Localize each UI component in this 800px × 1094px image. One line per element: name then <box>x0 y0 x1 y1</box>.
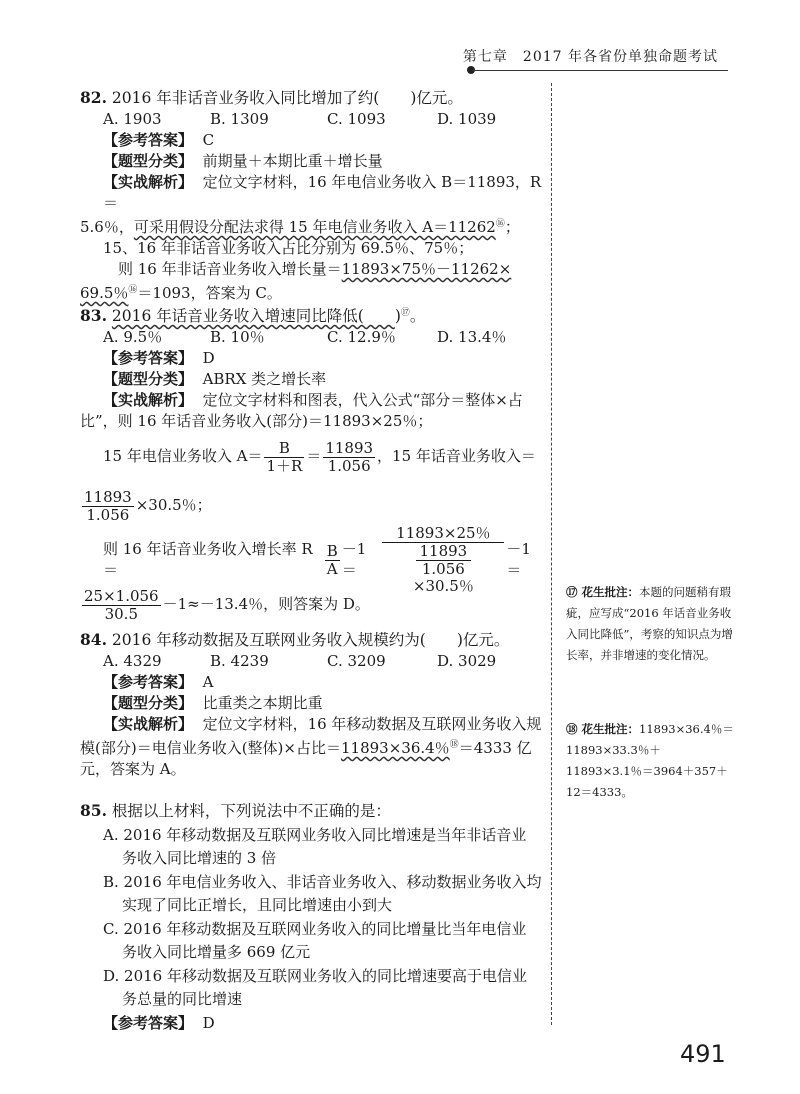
options <box>80 327 545 348</box>
option-a: A. 1903 <box>103 110 162 128</box>
answer-row: 【参考答案】 D <box>103 1013 215 1032</box>
type-row: 【题型分类】 ABRX 类之增长率 <box>103 370 327 389</box>
analysis-text: 比”，则 16 年话音业务收入(部分)＝11893×25％； <box>80 412 433 431</box>
question-85: 85. 根据以上材料，下列说法中不正确的是： A. 2016 年移动数据及互联网业务收入同比增速是当年非话音业 务收入同比增速的 3 倍 B. 2016 年电信业务收入、非话音业务收入、移动数据业务收入均 实现了同比正增长，且同比增速由小到大 C. 2016 年移动数据及互联网业务收入的同比增量比当年电信业 务收入同比增量多 669 亿元 D. 2016 年移动数据及互联网业务收入的同比增速要高于电信业 务总量的同比增速 【参考答案】 D <box>80 799 545 1035</box>
fraction: $\frac{B}{A}$ <box>326 541 338 578</box>
analysis-row: 【实战解析】 定位文字材料，16 年移动数据及互联网业务收入规 <box>103 715 542 733</box>
question-stem: 根据以上材料，下列说法中不正确的是： <box>111 802 391 820</box>
answer-row: 【参考答案】 D <box>103 349 215 368</box>
fraction: $\frac{B}{1+R}$ <box>266 438 303 475</box>
fraction: $\frac{11893}{1.056}$ <box>416 543 472 578</box>
formula-line: 则 16 年话音业务收入增长率 R＝ $\frac{B}{A}$ －1＝ 11893×25％ $\frac{11893}{1.056}$ ×30.5％ －1＝ <box>103 524 531 595</box>
page-header <box>0 0 800 80</box>
margin-note-17: ⑰ 花生批注：本题的问题稍有瑕疵，应写成“2016 年话音业务收入同比降低”，考察的知识点为增长率，并非增速的变化情况。 <box>566 585 733 662</box>
analysis-row: 【实战解析】 定位文字材料，16 年电信业务收入 B＝11893，R＝ <box>103 173 542 212</box>
margin-note-18: ⑱ 花生批注：11893×36.4％＝11893×33.3％＋11893×3.1％＝3964＋357＋12＝4333。 <box>566 722 734 799</box>
option-d: D. 13.4％ <box>437 328 507 347</box>
fraction: $\frac{25\times 1.056}{30.5}$ <box>84 586 159 623</box>
analysis-row: 【实战解析】 定位文字材料和图表，代入公式“部分＝整体×占 <box>103 391 523 410</box>
option-d: D. 3029 <box>437 652 497 670</box>
compound-fraction: 11893×25％ $\frac{11893}{1.056}$ ×30.5％ <box>382 525 504 595</box>
question-83: 83. 2016 年话音业务收入增速同比降低( )⑰。 A. 9.5％ B. 10％ C. 12.9％ D. 13.4％ 【参考答案】 D 【题型分类】 ABRX 类之增长率 【实战解析】 定位文字材料和图表，代入公式“部分＝整体×占 比”，则 16 年话音业务收入(部分)＝11893×25％； <box>80 303 545 432</box>
header-rule <box>472 70 728 71</box>
page-number: 491 <box>680 1040 726 1068</box>
type-row: 【题型分类】 比重类之本期比重 <box>103 694 323 712</box>
type-row: 【题型分类】 前期量＋本期比重＋增长量 <box>103 152 383 170</box>
question-stem: 2016 年非话音业务收入同比增加了约( )亿元。 <box>111 89 463 107</box>
question-stem: 2016 年移动数据及互联网业务收入规模约为( )亿元。 <box>111 631 510 649</box>
option-c: C. 3209 <box>327 652 386 670</box>
option-d: D. 2016 年移动数据及互联网业务收入的同比增速要高于电信业 务总量的同比增速 <box>103 966 527 1008</box>
answer-row: 【参考答案】 C <box>103 131 215 149</box>
chapter-title: 第七章 2017 年各省份单独命题考试 <box>462 49 718 65</box>
analysis-text: 模(部分)＝电信业务收入(整体)×占比＝11893×36.4％⑱＝4333 亿 <box>80 739 532 757</box>
formula-line: $\frac{25\times 1.056}{30.5}$ －1≈－13.4％，则答案为 D。 <box>84 586 370 623</box>
question-82: 82. 2016 年非话音业务收入同比增加了约( )亿元。 A. 1903 B. 1309 C. 1093 D. 1039 【参考答案】 C 【题型分类】 前期量＋本期比重＋增长量 【实战解析】 定位文字材料，16 年电信业务收入 B＝11893，R＝ 5.6％，可采用假设分配法求得 15 年电信业务收入 A＝11262⑯； 15、16 年非话音业务收入占比分别为 69.5％、75％； 则 16 年非话音业务收入增长量＝11893×75％－11262× 69.5％⑯＝1093，答案为 C。 <box>80 87 545 304</box>
option-b: B. 4239 <box>210 652 269 670</box>
option-a: A. 2016 年移动数据及互联网业务收入同比增速是当年非话音业 务收入同比增速的 3 倍 <box>103 825 527 867</box>
option-c: C. 2016 年移动数据及互联网业务收入的同比增量比当年电信业 务收入同比增量多 669 亿元 <box>103 919 527 961</box>
option-b: B. 1309 <box>210 110 269 128</box>
analysis-text: 5.6％，可采用假设分配法求得 15 年电信业务收入 A＝11262⑯； <box>80 218 520 236</box>
margin-divider <box>551 83 552 1025</box>
fraction: $\frac{11893}{1.056}$ <box>84 487 132 524</box>
options <box>80 109 545 130</box>
option-c: C. 1093 <box>327 110 386 128</box>
analysis-text: 15、16 年非话音业务收入占比分别为 69.5％、75％； <box>103 239 474 257</box>
option-a: A. 4329 <box>103 652 162 670</box>
option-b: B. 10％ <box>210 328 265 347</box>
fraction: $\frac{11893}{1.056}$ <box>325 438 374 475</box>
formula-line: 15 年电信业务收入 A＝ $\frac{B}{1+R}$ ＝ $\frac{11893}{1.056}$ ，15 年话音业务收入＝ <box>103 438 536 475</box>
answer-row: 【参考答案】 A <box>103 673 214 691</box>
analysis-text: 则 16 年非话音业务收入增长量＝11893×75％－11262× <box>118 260 512 278</box>
option-b: B. 2016 年电信业务收入、非话音业务收入、移动数据业务收入均 实现了同比正增长，且同比增速由小到大 <box>103 872 542 914</box>
options <box>80 651 545 672</box>
analysis-text: 69.5％⑯＝1093，答案为 C。 <box>80 284 282 302</box>
formula-line: $\frac{11893}{1.056}$ ×30.5％； <box>84 487 212 524</box>
option-a: A. 9.5％ <box>103 328 163 347</box>
analysis-text: 元，答案为 A。 <box>80 760 186 778</box>
option-c: C. 12.9％ <box>327 328 396 347</box>
question-84: 84. 2016 年移动数据及互联网业务收入规模约为( )亿元。 A. 4329 B. 4239 C. 3209 D. 3029 【参考答案】 A 【题型分类】 比重类之本期比重 【实战解析】 定位文字材料，16 年移动数据及互联网业务收入规 模(部分)＝电信业务收入(整体)×占比＝11893×36.4％⑱＝4333 亿 元，答案为 A。 <box>80 629 545 780</box>
option-d: D. 1039 <box>437 110 497 128</box>
